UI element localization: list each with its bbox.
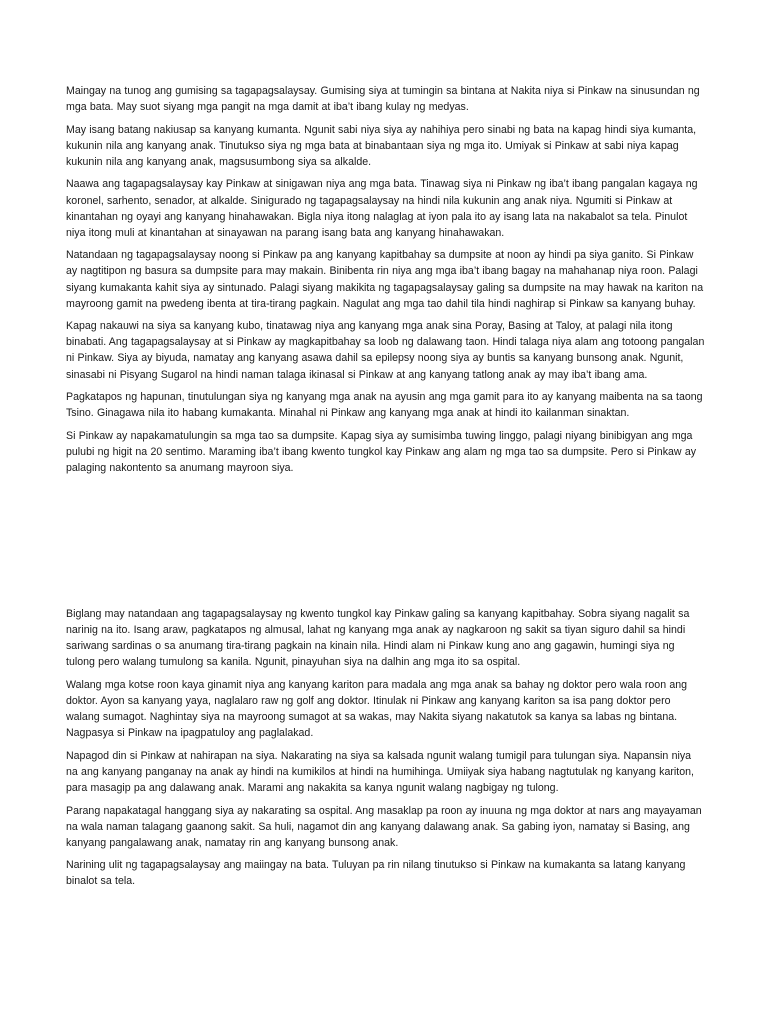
paragraph: May isang batang nakiusap sa kanyang kumanta. Ngunit sabi niya siya ay nahihiya pero sinabi ng bata na kapag hindi siya kumanta, kukunin nila ang kanyang anak. Tinutukso siya ng mga bata at binabantaan siya ng mga ito. Umiyak si Pinkaw at sabi niya kapag kukunin nila ang kanyang anak, magsusumbong siya sa alkalde.	[66, 123, 697, 168]
paragraph: Kapag nakauwi na siya sa kanyang kubo, tinatawag niya ang kanyang mga anak sina Poray, Basing at Taloy, at palagi nila itong binabati. Ang tagapagsalaysay at si Pinkaw ay magkapitbahay sa loob ng dalawang taon. Hindi talaga niya alam ang totoong pangalan ni Pinkaw. Siya ay biyuda, namatay ang kanyang asawa dahil sa epilepsy noong siya ay buntis sa kanyang bunsong anak. Ngunit, sinasabi ni Pisyang Sugarol na hindi naman talaga ikinasal si Pinkaw at ang kanyang tatlong anak ay may iba’t ibang ama.	[66, 320, 705, 381]
paragraph: Pagkatapos ng hapunan, tinutulungan siya ng kanyang mga anak na ayusin ang mga gamit para ito ay kanyang maibenta na sa taong Tsino. Ginagawa nila ito habang kumakanta. Minahal ni Pinkaw ang kanyang mga anak at hindi ito kailanman sinaktan.	[66, 391, 703, 420]
paragraph: Narining ulit ng tagapagsalaysay ang maiingay na bata. Tuluyan pa rin nilang tinutukso si Pinkaw na kumakanta sa latang kanyang binalot sa tela.	[66, 859, 686, 888]
paragraph: Naawa ang tagapagsalaysay kay Pinkaw at sinigawan niya ang mga bata. Tinawag siya ni Pinkaw ng iba’t ibang pangalan kagaya ng koronel, sarhento, senador, at alkalde. Sinigurado ng tagapagsalaysay na hindi nila kukunin ang anak niya. Ngumiti si Pinkaw at kinantahan ng oyayi ang kanyang hinahawakan. Bigla niya itong nalaglag at iyon pala ito ay isang lata na nakabalot sa tela. Pinulot niya itong muli at kinantahan at sinayawan na parang isang bata ang kanyang hinahawakan.	[66, 178, 698, 239]
paragraph: Walang mga kotse roon kaya ginamit niya ang kanyang kariton para madala ang mga anak sa bahay ng doktor pero wala roon ang doktor. Ayon sa kanyang yaya, naglalaro raw ng golf ang doktor. Itinulak ni Pinkaw ang kanyang kariton sa isa pang doktor pero walang sumagot. Naghintay siya na mayroong sumagot at sa wakas, may Nakita siyang nakatutok sa kanya sa labas ng bintana. Nagpasya si Pinkaw na ipagpatuloy ang paglalakad.	[66, 678, 688, 740]
paragraph: Si Pinkaw ay napakamatulungin sa mga tao sa dumpsite. Kapag siya ay sumisimba tuwing linggo, palagi niyang binibigyan ang mga pulubi ng higit na 20 sentimo. Maraming iba’t ibang kwento tungkol kay Pinkaw ang alam ng mga tao sa dumpsite. Pero si Pinkaw ay palaging nakontento sa anumang mayroon siya.	[66, 429, 697, 474]
paragraph: Biglang may natandaan ang tagapagsalaysay ng kwento tungkol kay Pinkaw galing sa kanyang kapitbahay. Sobra siyang nagalit sa narinig na ito. Isang araw, pagkatapos ng almusal, lahat ng kanyang mga anak ay nagkaroon ng sakit sa tiyan siguro dahil sa hindi sariwang sardinas o sa anumang tira-tirang pagkain na kinain nila. Hindi alam ni Pinkaw kung ano ang gagawin, humingi siya ng tulong pero walang tumulong sa kanila. Ngunit, pinayuhan siya na dalhin ang mga ito sa ospital.	[66, 608, 690, 669]
paragraph: Maingay na tunog ang gumising sa tagapagsalaysay. Gumising siya at tumingin sa bintana at Nakita niya si Pinkaw na sinusundan ng mga bata. May suot siyang mga pangit na mga damit at iba’t ibang kulay ng medyas.	[66, 85, 700, 114]
paragraph: Natandaan ng tagapagsalaysay noong si Pinkaw pa ang kanyang kapitbahay sa dumpsite at noon ay hindi pa siya ganito. Si Pinkaw ay nagtitipon ng basura sa dumpsite para may makain. Binibenta rin niya ang mga iba’t ibang bagay na mahahanap niya roon. Palagi siyang kumakanta kahit siya ay sintunado. Palagi siyang makikita ng tagapagsalaysay galing sa dumpsite na may hawak na kariton na mayroong gamit na pwedeng ibenta at tira-tirang pagkain. Nagulat ang mga tao dahil tila hindi naghirap si Pinkaw sa kanyang buhay.	[66, 249, 704, 310]
paragraph: Parang napakatagal hanggang siya ay nakarating sa ospital. Ang masaklap pa roon ay inuuna ng mga doktor at nars ang mayayaman na wala naman talagang gaanong sakit. Sa huli, nagamot din ang kanyang dalawang anak. Sa gabing iyon, namatay si Basing, ang kanyang pangalawang anak, namatay rin ang kanyang bunsong anak.	[66, 804, 702, 849]
paragraph: Napagod din si Pinkaw at nahirapan na siya. Nakarating na siya sa kalsada ngunit walang tumigil para tulungan siya. Napansin niya na ang kanyang panganay na anak ay hindi na kumikilos at hindi na humihinga. Umiiyak siya habang nagtutulak ng kanyang kariton, para masagip pa ang dalawang anak. Marami ang nakakita sa kanya ngunit walang nagbigay ng tulong.	[66, 749, 695, 794]
text-block-bottom	[66, 606, 706, 896]
text-block-top	[66, 83, 706, 483]
